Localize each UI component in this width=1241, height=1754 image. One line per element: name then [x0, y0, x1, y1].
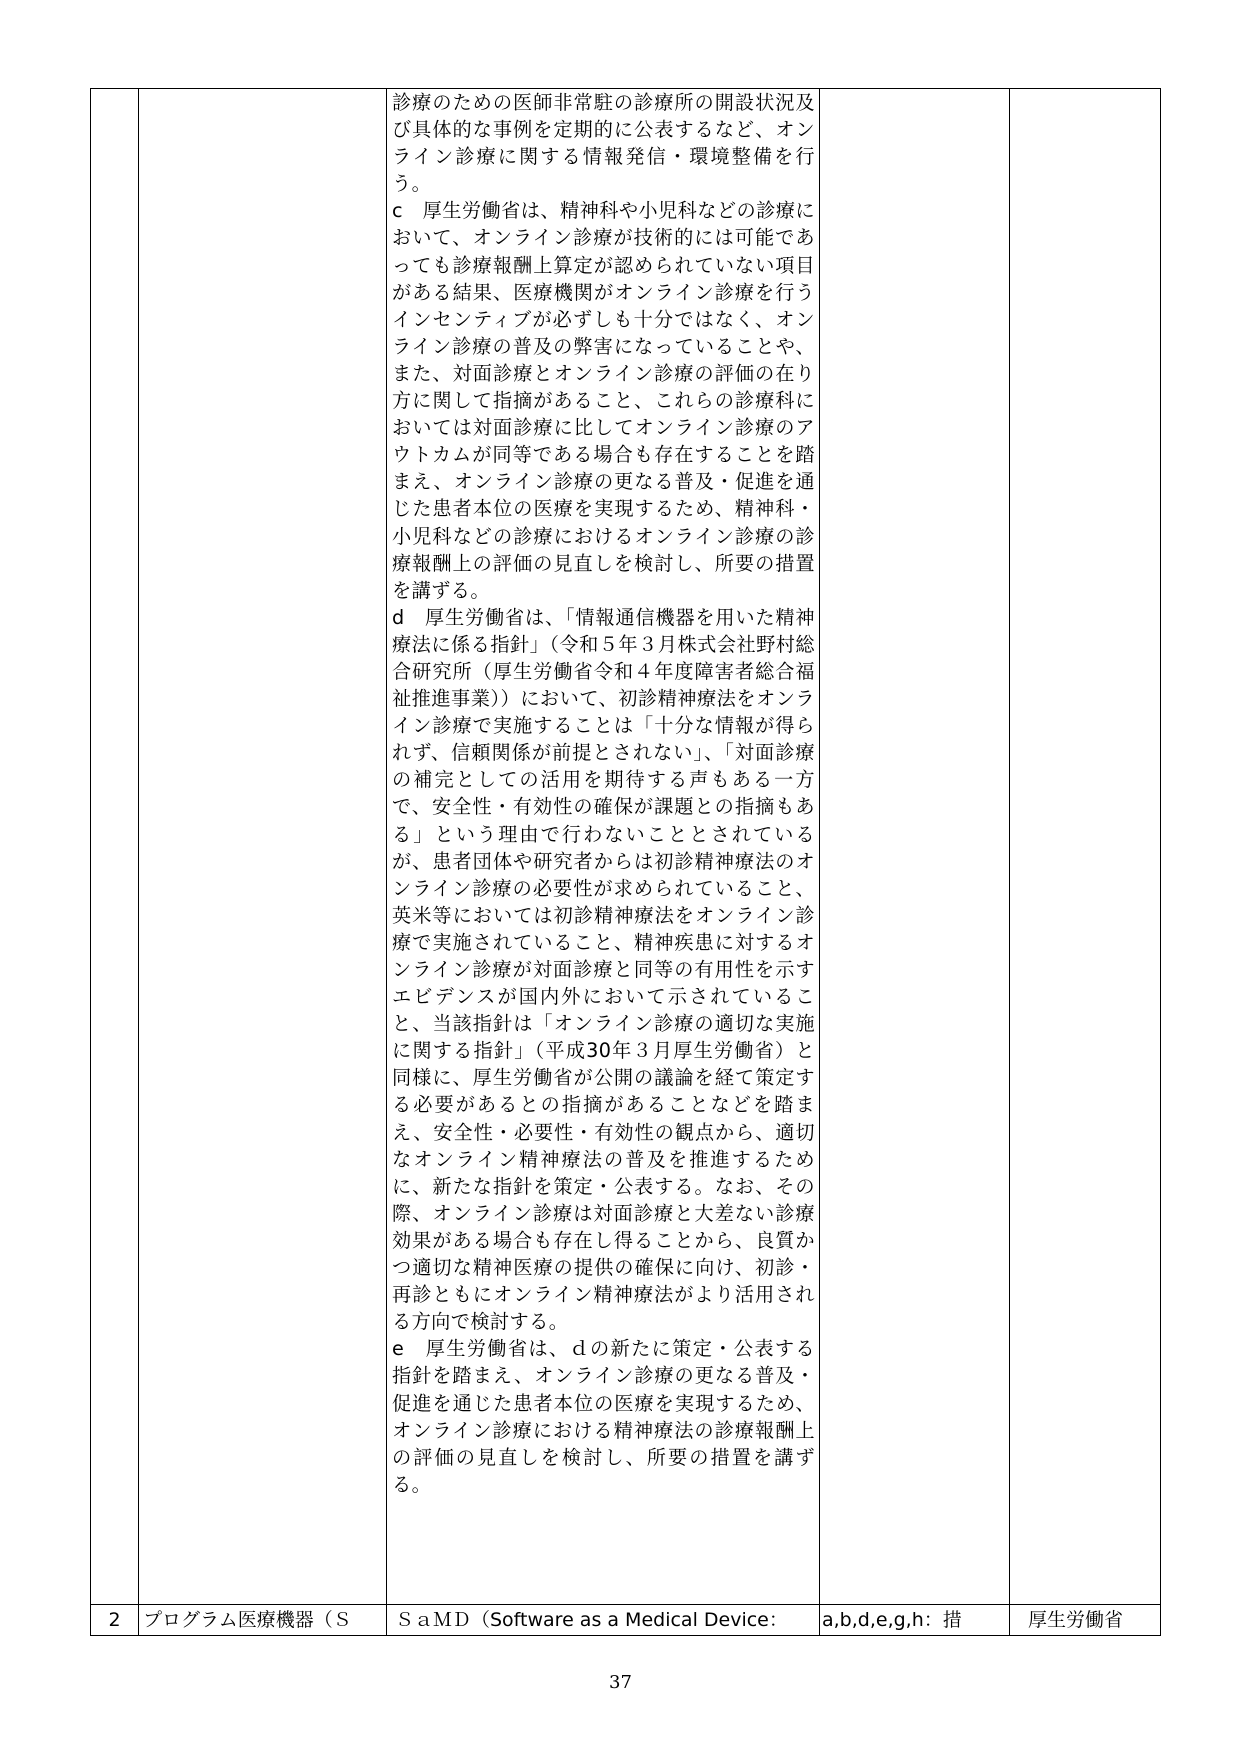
page-number: 37: [609, 1672, 632, 1693]
table-row-2: [91, 1605, 1161, 1636]
content-cell: [387, 89, 820, 1605]
content-paragraph-c: c 厚生労働省は、精神科や小児科などの診療において、オンライン診療が技術的には可能であっても診療報酬上算定が認められていない項目がある結果、医療機関がオンライン診療を行うインセンティブが必ずしも十分ではなく、オンライン診療の普及の弊害になっていることや、また、対面診療とオンライン診療の評価の在り方に関して指摘があること、これらの診療科においては対面診療に比してオンライン診療のアウトカムが同等である場合も存在することを踏まえ、オンライン診療の更なる普及・促進を通じた患者本位の医療を実現するため、精神科・小児科などの診療におけるオンライン診療の診療報酬上の評価の見直しを検討し、所要の措置を講ずる。: [392, 199, 815, 602]
row-ministry: 厚生労働省: [1010, 1605, 1161, 1636]
number-cell: [91, 89, 139, 1605]
content-paragraph-b-tail: 診療のための医師非常駐の診療所の開設状況及び具体的な事例を定期的に公表するなど、オンライン診療に関する情報発信・環境整備を行う。: [392, 91, 815, 196]
table-row-continuation: [91, 89, 1161, 1605]
row-number: 2: [91, 1605, 139, 1636]
ministry-cell: [1010, 89, 1161, 1605]
row-item-name: プログラム医療機器（Ｓ: [139, 1605, 387, 1636]
row-implementation: a,b,d,e,g,h：措: [820, 1605, 1010, 1636]
implementation-cell: [820, 89, 1010, 1605]
row-content: ＳａＭＤ（Software as a Medical Device：: [387, 1605, 820, 1636]
content-paragraph-d: d 厚生労働省は、「情報通信機器を用いた精神療法に係る指針」（令和５年３月株式会社野村総合研究所（厚生労働省令和４年度障害者総合福祉推進事業））において、初診精神療法をオンライン診療で実施することは「十分な情報が得られず、信頼関係が前提とされない」、「対面診療の補完としての活用を期待する声もある一方で、安全性・有効性の確保が課題との指摘もある」という理由で行わないこととされているが、患者団体や研究者からは初診精神療法のオンライン診療の必要性が求められていること、英米等においては初診精神療法をオンライン診療で実施されていること、精神疾患に対するオンライン診療が対面診療と同等の有用性を示すエビデンスが国内外において示されていること、当該指針は「オンライン診療の適切な実施に関する指針」（平成30年３月厚生労働省）と同様に、厚生労働省が公開の議論を経て策定する必要があるとの指摘があることなどを踏まえ、安全性・必要性・有効性の観点から、適切なオンライン精神療法の普及を推進するために、新たな指針を策定・公表する。なお、その際、オンライン診療は対面診療と大差ない診療効果がある場合も存在し得ることから、良質かつ適切な精神医療の提供の確保に向け、初診・再診ともにオンライン精神療法がより活用される方向で検討する。: [392, 605, 815, 1334]
item-cell: [139, 89, 387, 1605]
regulation-table: [90, 88, 1161, 1636]
content-paragraph-e: e 厚生労働省は、ｄの新たに策定・公表する指針を踏まえ、オンライン診療の更なる普及・促進を通じた患者本位の医療を実現するため、オンライン診療における精神療法の診療報酬上の評価の見直しを検討し、所要の措置を講ずる。: [392, 1337, 815, 1496]
